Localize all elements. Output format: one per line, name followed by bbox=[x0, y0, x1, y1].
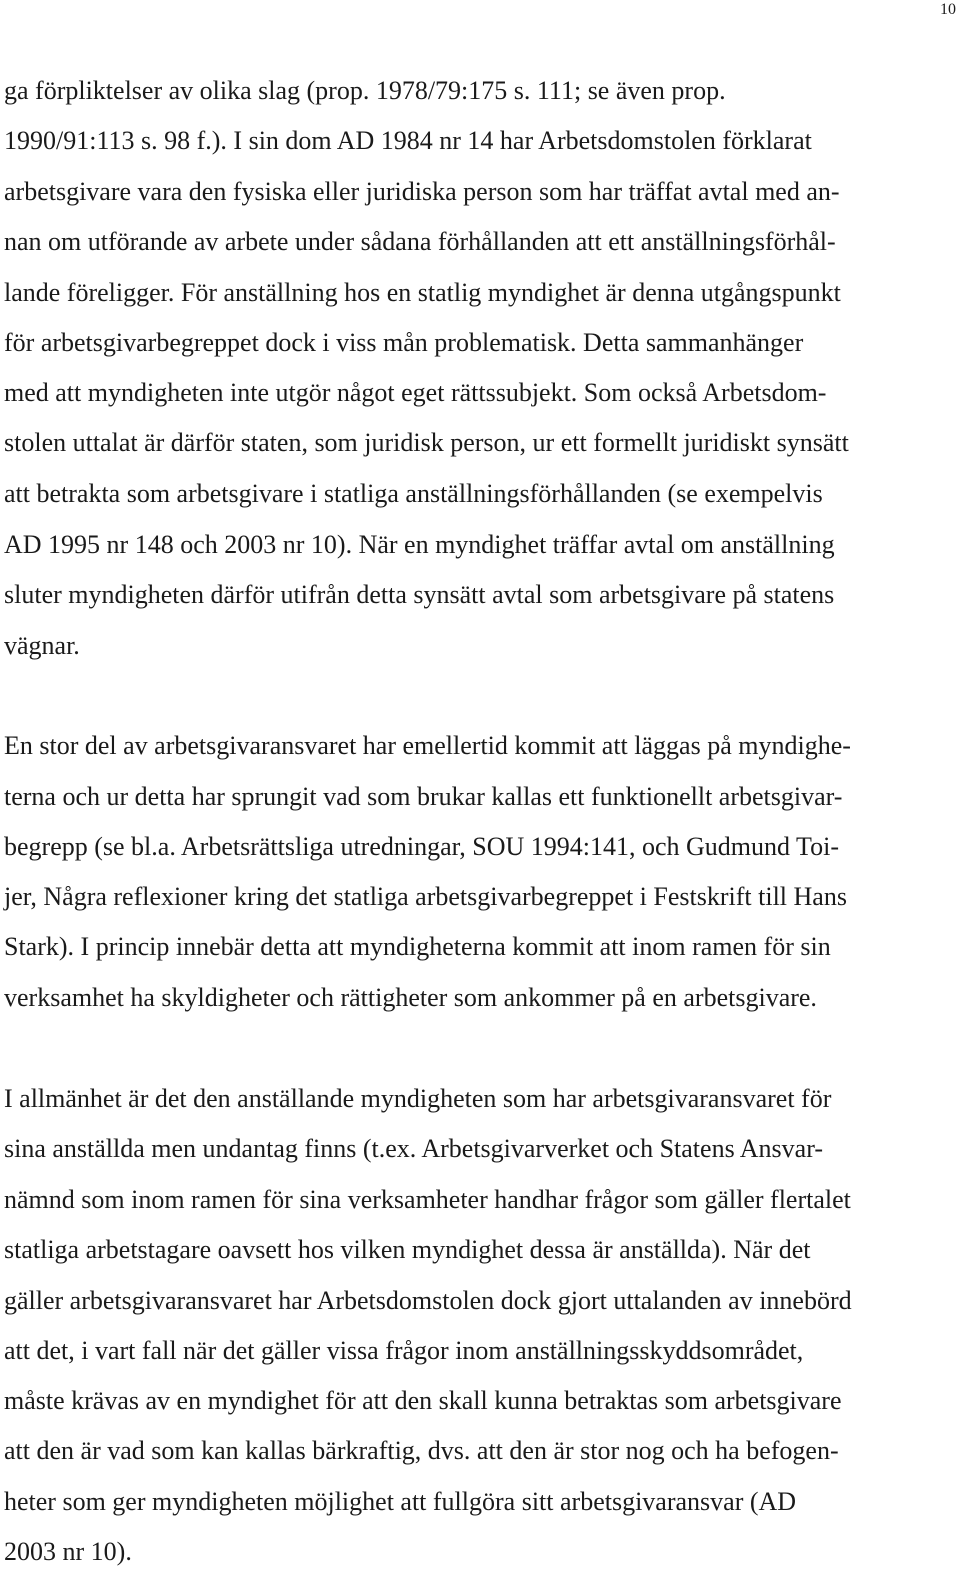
text-line: 2003 nr 10). bbox=[4, 1537, 132, 1566]
text-line: ga förpliktelser av olika slag (prop. 1978/79:175 s. 111; se även prop. bbox=[4, 76, 726, 105]
text-line: nämnd som inom ramen för sina verksamheter handhar frågor som gäller flertalet bbox=[4, 1185, 851, 1214]
text-line: att betrakta som arbetsgivare i statliga anställningsförhållanden (se exempelvis bbox=[4, 479, 823, 508]
text-line: AD 1995 nr 148 och 2003 nr 10). När en myndighet träffar avtal om anställning bbox=[4, 530, 835, 559]
text-line: stolen uttalat är därför staten, som juridisk person, ur ett formellt juridiskt synsätt bbox=[4, 428, 849, 457]
text-line: gäller arbetsgivaransvaret har Arbetsdomstolen dock gjort uttalanden av innebörd bbox=[4, 1286, 852, 1315]
text-line: I allmänhet är det den anställande myndigheten som har arbetsgivaransvaret för bbox=[4, 1084, 832, 1113]
text-line: för arbetsgivarbegreppet dock i viss mån problematisk. Detta sammanhänger bbox=[4, 328, 804, 357]
text-line: sluter myndigheten därför utifrån detta synsätt avtal som arbetsgivare på statens bbox=[4, 580, 835, 609]
text-line: måste krävas av en myndighet för att den skall kunna betraktas som arbetsgivare bbox=[4, 1386, 842, 1415]
text-line: jer, Några reflexioner kring det statliga arbetsgivarbegreppet i Festskrift till Hans bbox=[4, 882, 847, 911]
text-line: sina anställda men undantag finns (t.ex. Arbetsgivarverket och Statens Ansvar- bbox=[4, 1134, 823, 1163]
text-line: heter som ger myndigheten möjlighet att fullgöra sitt arbetsgivaransvar (AD bbox=[4, 1487, 797, 1516]
text-line: Stark). I princip innebär detta att myndigheterna kommit att inom ramen för sin bbox=[4, 932, 831, 961]
text-line: att den är vad som kan kallas bärkraftig, dvs. att den är stor nog och ha befogen- bbox=[4, 1436, 839, 1465]
text-line: med att myndigheten inte utgör något eget rättssubjekt. Som också Arbetsdom- bbox=[4, 378, 827, 407]
text-line: att det, i vart fall när det gäller vissa frågor inom anställningsskyddsområdet, bbox=[4, 1336, 804, 1365]
text-line: terna och ur detta har sprungit vad som brukar kallas ett funktionellt arbetsgivar- bbox=[4, 782, 843, 811]
text-line: lande föreligger. För anställning hos en statlig myndighet är denna utgångspunkt bbox=[4, 278, 841, 307]
text-line: arbetsgivare vara den fysiska eller juridiska person som har träffat avtal med an- bbox=[4, 177, 840, 206]
text-line: begrepp (se bl.a. Arbetsrättsliga utredningar, SOU 1994:141, och Gudmund Toi- bbox=[4, 832, 840, 861]
text-line: verksamhet ha skyldigheter och rättigheter som ankommer på en arbetsgivare. bbox=[4, 983, 817, 1012]
text-line: En stor del av arbetsgivaransvaret har emellertid kommit att läggas på myndighe- bbox=[4, 731, 851, 760]
text-line: statliga arbetstagare oavsett hos vilken myndighet dessa är anställda). När det bbox=[4, 1235, 811, 1264]
page-number: 10 bbox=[940, 1, 956, 18]
text-line: vägnar. bbox=[4, 631, 80, 660]
text-line: nan om utförande av arbete under sådana förhållanden att ett anställningsförhål- bbox=[4, 227, 836, 256]
text-line: 1990/91:113 s. 98 f.). I sin dom AD 1984 nr 14 har Arbetsdomstolen förklarat bbox=[4, 126, 812, 155]
